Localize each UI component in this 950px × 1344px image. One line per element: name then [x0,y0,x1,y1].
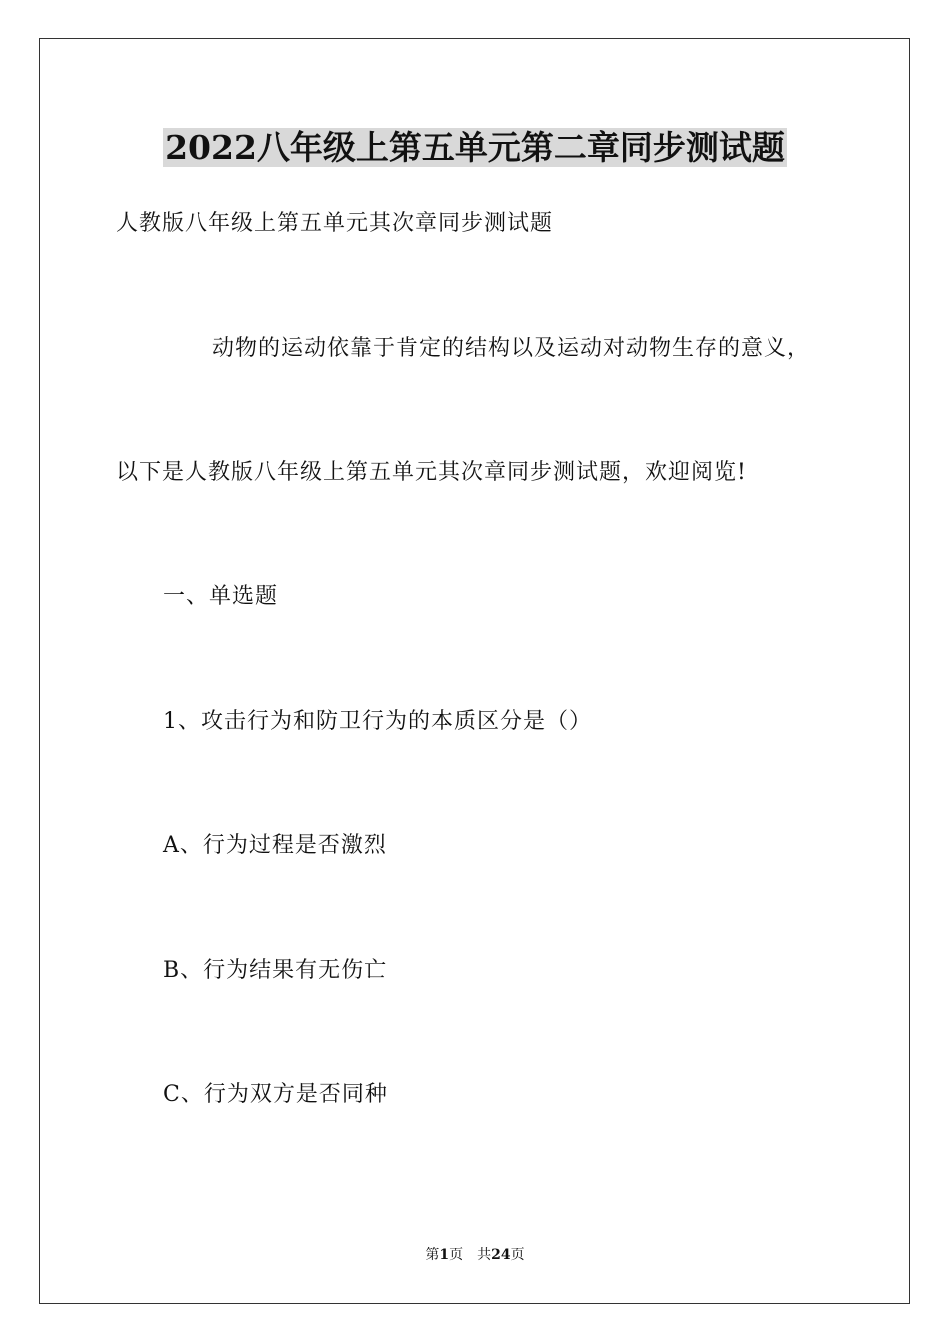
footer-page-prefix: 第 [425,1247,440,1263]
option-a: A、行为过程是否激烈 [163,833,387,858]
question-text: 1、攻击行为和防卫行为的本质区分是（） [163,709,592,734]
option-c: C、行为双方是否同种 [163,1082,388,1107]
subtitle-line: 人教版八年级上第五单元其次章同步测试题 [116,211,554,236]
intro-line-continued: 以下是人教版八年级上第五单元其次章同步测试题，欢迎阅览! [116,460,747,485]
footer-page-suffix: 页 [449,1247,464,1263]
footer-total-prefix: 共 [477,1247,492,1263]
footer-page-number: 1 [439,1247,450,1263]
intro-line: 动物的运动依靠于肯定的结构以及运动对动物生存的意义， [212,336,811,361]
page-footer [0,1245,950,1265]
footer-total-pages: 24 [491,1247,511,1263]
option-b: B、行为结果有无伤亡 [163,958,388,983]
title-text: 2022八年级上第五单元第二章同步测试题 [165,128,785,167]
document-title [0,124,950,172]
section-heading: 一、单选题 [163,584,279,609]
footer-total-suffix: 页 [510,1247,525,1263]
